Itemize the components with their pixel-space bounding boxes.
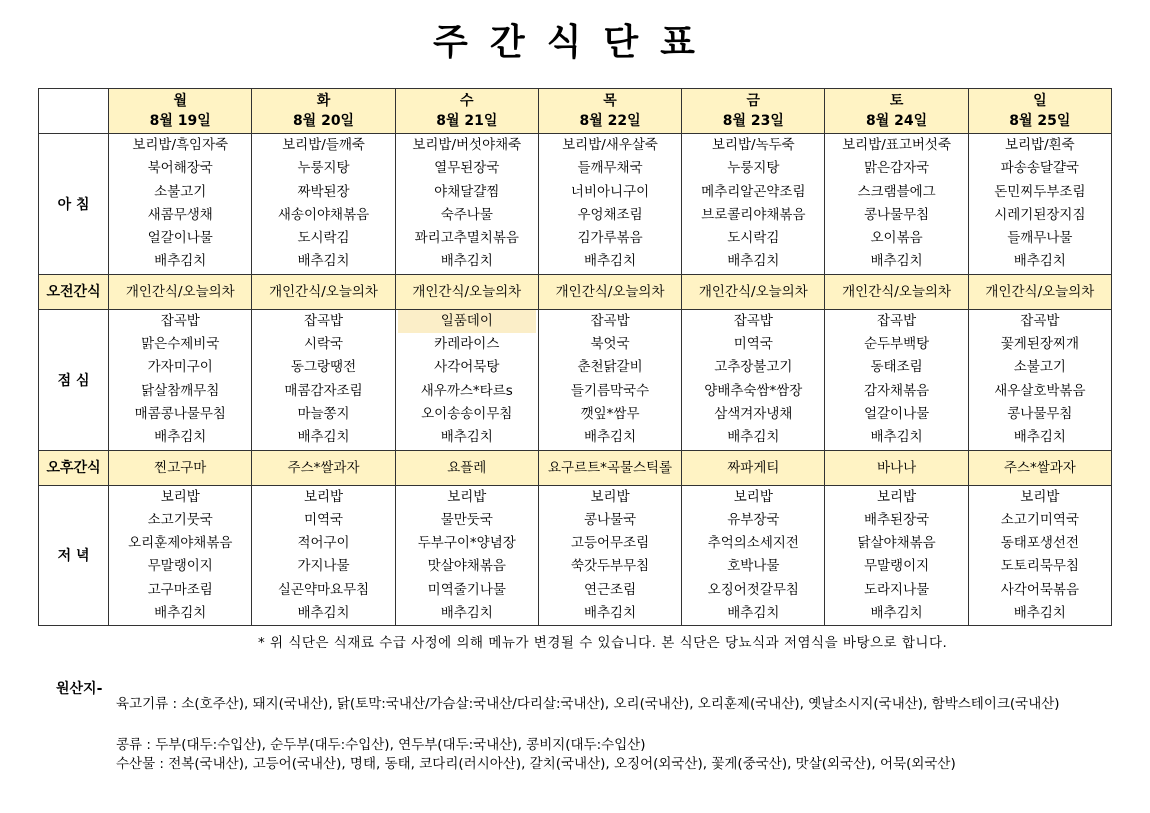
menu-item: 카레라이스: [434, 336, 500, 353]
menu-item: 배추김치: [1013, 253, 1066, 270]
menu-cell: [538, 450, 681, 485]
meal-row-pm-snack: [39, 450, 1112, 485]
menu-item: 사각어묵볶음: [1000, 581, 1079, 598]
day-header-wed: [395, 89, 538, 134]
menu-item: 배추김치: [727, 253, 780, 270]
day-header-sun: [968, 89, 1111, 134]
menu-item: 누룽지탕: [727, 160, 780, 177]
menu-cell: [252, 274, 395, 309]
day-header-fri: [682, 89, 825, 134]
menu-item: 양배추숙쌈*쌈장: [704, 382, 803, 399]
menu-item: 보리밥/새우살죽: [562, 137, 658, 153]
menu-cell: [825, 134, 968, 275]
menu-item: 보리밥/표고버섯죽: [842, 137, 952, 153]
weekly-menu-table: [38, 88, 1112, 626]
menu-item: 메추리알곤약조림: [701, 183, 806, 200]
menu-item: 새우까스*타르s: [420, 382, 513, 399]
origin-seafood: 수산물 : 전복(국내산), 고등어(국내산), 명태, 동태, 코다리(러시아산), 갈치(국내산), 오징어(외국산), 꽃게(중국산), 맛살(외국산), 어묵(외국산): [116, 756, 956, 772]
snack-item: 개인간식/오늘의차: [985, 283, 1095, 300]
menu-item: 숙주나물: [440, 206, 493, 223]
menu-cell: [252, 450, 395, 485]
menu-cell: [538, 309, 681, 450]
meal-row-lunch: [39, 309, 1112, 450]
snack-item: 요플레: [447, 459, 487, 476]
menu-item: 북어해장국: [147, 160, 213, 177]
menu-item: 들깨무채국: [577, 160, 643, 177]
menu-item: 새콤무생채: [147, 206, 213, 223]
menu-item: 잡곡밥: [1020, 312, 1060, 329]
page-title: 주간식단표: [433, 22, 717, 63]
menu-item: 짜박된장: [297, 183, 350, 200]
menu-item: 가자미구이: [147, 359, 213, 376]
menu-item: 콩나물무침: [1007, 405, 1073, 422]
menu-item: 누룽지탕: [297, 160, 350, 177]
menu-cell: [395, 134, 538, 275]
snack-item: 개인간식/오늘의차: [269, 283, 378, 300]
meal-label: 저 녁: [39, 485, 109, 626]
day-date: 8월 24일: [866, 113, 928, 129]
menu-item: 김가루볶음: [577, 230, 643, 247]
menu-item: 새우살호박볶음: [994, 382, 1086, 399]
menu-item: 잡곡밥: [733, 312, 773, 329]
menu-item: 시레기된장지짐: [994, 206, 1086, 223]
snack-item: 개인간식/오늘의차: [555, 283, 665, 300]
menu-cell: [968, 274, 1111, 309]
snack-item: 바나나: [877, 459, 917, 476]
meal-row-dinner: [39, 485, 1112, 626]
menu-item: 삼색겨자냉채: [714, 405, 793, 422]
menu-item: 소불고기: [1013, 359, 1066, 376]
menu-item: 매콤감자조림: [284, 382, 363, 399]
menu-item: 배추김치: [154, 605, 207, 622]
menu-item: 닭살참깨무침: [141, 382, 220, 399]
menu-item: 동태포생선전: [1000, 535, 1079, 552]
menu-item: 무말랭이지: [147, 558, 213, 575]
menu-item: 배추김치: [1013, 605, 1066, 622]
menu-item: 스크램블에그: [857, 183, 936, 200]
menu-item: 우엉채조림: [577, 206, 643, 223]
menu-item: 배추된장국: [863, 511, 930, 528]
menu-cell: [682, 274, 825, 309]
menu-item: 추억의소세지전: [707, 535, 799, 552]
menu-item: 배추김치: [583, 605, 637, 622]
meal-row-breakfast: [39, 134, 1112, 275]
menu-item: 오리훈제야채볶음: [128, 535, 233, 552]
day-date: 8월 25일: [1009, 113, 1071, 129]
menu-item: 배추김치: [297, 429, 350, 446]
menu-item: 배추김치: [440, 253, 493, 270]
menu-item: 고추장불고기: [714, 359, 793, 376]
menu-item: 배추김치: [1013, 429, 1066, 446]
header-corner: [39, 89, 109, 134]
menu-cell: [968, 485, 1111, 626]
menu-item: 일품데이: [398, 310, 536, 333]
menu-change-note: * 위 식단은 식재료 수급 사정에 의해 메뉴가 변경될 수 있습니다. 본 식단은 당뇨식과 저염식을 바탕으로 합니다.: [258, 635, 948, 651]
menu-item: 고등어무조림: [570, 535, 650, 552]
menu-item: 콩나물국: [583, 511, 637, 528]
menu-item: 사각어묵탕: [434, 359, 500, 376]
menu-item: 순두부백탕: [863, 336, 930, 353]
menu-item: 도라지나물: [863, 581, 930, 598]
menu-item: 배추김치: [583, 429, 637, 446]
menu-item: 미역줄기나물: [427, 581, 506, 598]
menu-item: 북엇국: [590, 336, 630, 353]
menu-item: 물만둣국: [440, 511, 493, 528]
menu-cell: [538, 134, 681, 275]
menu-cell: [538, 274, 681, 309]
menu-item: 보리밥: [160, 488, 200, 505]
menu-item: 고구마조림: [147, 581, 213, 598]
menu-item: 배추김치: [154, 253, 207, 270]
day-of-week: 수: [460, 93, 474, 109]
menu-item: 도시락김: [297, 230, 350, 247]
menu-item: 보리밥/버섯야채죽: [412, 137, 522, 153]
day-date: 8월 21일: [436, 113, 498, 129]
menu-item: 들깨무나물: [1007, 230, 1073, 247]
menu-item: 감자채볶음: [863, 382, 930, 399]
meal-label: 점 심: [39, 309, 109, 450]
menu-item: 보리밥: [877, 488, 917, 505]
menu-item: 미역국: [733, 336, 773, 353]
menu-item: 새송이야채볶음: [277, 206, 370, 223]
menu-item: 보리밥/흰죽: [1004, 137, 1075, 153]
menu-item: 쑥갓두부무침: [570, 558, 650, 575]
menu-cell: [825, 450, 968, 485]
menu-cell: [252, 134, 395, 275]
menu-item: 유부장국: [727, 511, 780, 528]
menu-cell: [109, 274, 252, 309]
menu-item: 잡곡밥: [303, 312, 344, 329]
menu-cell: [825, 309, 968, 450]
day-date: 8월 20일: [292, 113, 355, 129]
menu-item: 동그랑땡전: [290, 359, 357, 376]
menu-item: 무말랭이지: [863, 558, 930, 575]
menu-item: 도토리묵무침: [1000, 558, 1079, 575]
menu-item: 오이볶음: [870, 230, 923, 247]
day-of-week: 목: [603, 93, 617, 109]
menu-item: 브로콜리야채볶음: [701, 206, 806, 223]
menu-item: 보리밥: [590, 488, 630, 505]
menu-item: 맑은감자국: [863, 160, 930, 177]
day-header-thu: [538, 89, 681, 134]
menu-item: 보리밥: [733, 488, 773, 505]
menu-item: 배추김치: [154, 429, 207, 446]
menu-item: 잡곡밥: [590, 312, 630, 329]
menu-item: 돈민찌두부조림: [994, 183, 1086, 200]
menu-item: 배추김치: [727, 429, 780, 446]
menu-item: 오이송송이무침: [421, 405, 513, 422]
day-of-week: 화: [316, 93, 331, 109]
menu-item: 적어구이: [297, 535, 350, 552]
menu-item: 맑은수제비국: [141, 336, 220, 353]
menu-cell: [395, 274, 538, 309]
menu-item: 오징어젓갈무침: [707, 581, 799, 598]
menu-cell: [109, 134, 252, 275]
menu-item: 깻잎*쌈무: [580, 405, 640, 422]
menu-item: 야채달걀찜: [434, 183, 500, 200]
meal-label: 오후간식: [39, 450, 109, 485]
menu-item: 배추김치: [870, 253, 923, 270]
day-date: 8월 19일: [149, 113, 211, 129]
snack-item: 개인간식/오늘의차: [842, 283, 952, 300]
snack-item: 주스*쌀과자: [287, 459, 360, 476]
menu-item: 춘천닭갈비: [577, 359, 643, 376]
menu-item: 배추김치: [583, 253, 637, 270]
menu-item: 닭살야채볶음: [857, 535, 936, 552]
day-date: 8월 23일: [722, 113, 784, 129]
snack-item: 개인간식/오늘의차: [698, 283, 808, 300]
day-of-week: 월: [173, 93, 188, 109]
day-header-tue: [252, 89, 395, 134]
menu-cell: [109, 450, 252, 485]
meal-label: 아 침: [39, 134, 109, 275]
menu-item: 매콤콩나물무침: [134, 405, 226, 422]
menu-cell: [968, 134, 1111, 275]
header-row: [39, 89, 1112, 134]
menu-item: 보리밥/녹두죽: [711, 137, 795, 153]
menu-item: 동태조림: [870, 359, 923, 376]
menu-cell: [252, 485, 395, 626]
day-of-week: 토: [889, 93, 904, 109]
menu-item: 열무된장국: [434, 160, 500, 177]
menu-cell: [395, 309, 538, 450]
menu-cell: [682, 450, 825, 485]
menu-cell: [968, 309, 1111, 450]
menu-item: 들기름막국수: [570, 382, 650, 399]
menu-item: 잡곡밥: [877, 312, 917, 329]
day-of-week: 금: [746, 93, 761, 109]
menu-item: 얼갈이나물: [147, 230, 213, 247]
menu-cell: [682, 134, 825, 275]
menu-item: 보리밥/흑임자죽: [132, 137, 229, 153]
menu-item: 보리밥/들깨죽: [282, 137, 365, 153]
menu-cell: [968, 450, 1111, 485]
menu-item: 배추김치: [297, 253, 350, 270]
meal-row-am-snack: [39, 274, 1112, 309]
menu-item: 배추김치: [870, 605, 923, 622]
menu-cell: [682, 309, 825, 450]
menu-item: 소고기미역국: [1000, 511, 1079, 528]
menu-item: 호박나물: [727, 558, 780, 575]
day-header-mon: [109, 89, 252, 134]
menu-item: 소고기뭇국: [147, 511, 213, 528]
menu-item: 미역국: [303, 511, 344, 528]
menu-item: 배추김치: [297, 605, 350, 622]
snack-item: 개인간식/오늘의차: [412, 283, 522, 300]
snack-item: 요구르트*곡물스틱롤: [547, 459, 673, 476]
menu-item: 가지나물: [297, 558, 350, 575]
menu-item: 꽈리고추멸치볶음: [414, 230, 519, 247]
menu-item: 배추김치: [440, 605, 493, 622]
menu-cell: [109, 309, 252, 450]
menu-item: 마늘쫑지: [297, 405, 350, 422]
menu-cell: [395, 485, 538, 626]
menu-cell: [825, 274, 968, 309]
menu-cell: [538, 485, 681, 626]
menu-item: 연근조림: [583, 581, 637, 598]
origin-bean: 콩류 : 두부(대두:수입산), 순두부(대두:수입산), 연두부(대두:국내산), 콩비지(대두:수입산): [116, 737, 646, 753]
menu-item: 소불고기: [154, 183, 207, 200]
menu-item: 꽃게된장찌개: [1000, 336, 1079, 353]
menu-cell: [395, 450, 538, 485]
menu-item: 배추김치: [440, 429, 493, 446]
menu-cell: [252, 309, 395, 450]
menu-item: 잡곡밥: [160, 312, 200, 329]
menu-item: 배추김치: [870, 429, 923, 446]
menu-cell: [682, 485, 825, 626]
menu-item: 보리밥: [303, 488, 344, 505]
menu-cell: [109, 485, 252, 626]
menu-item: 파송송달걀국: [1000, 160, 1079, 177]
menu-item: 얼갈이나물: [863, 405, 930, 422]
menu-item: 너비아니구이: [570, 183, 650, 200]
menu-cell: [825, 485, 968, 626]
meal-label: 오전간식: [39, 274, 109, 309]
day-date: 8월 22일: [579, 113, 641, 129]
origin-title: 원산지-: [56, 681, 103, 697]
snack-item: 개인간식/오늘의차: [125, 283, 235, 300]
day-header-sat: [825, 89, 968, 134]
menu-item: 콩나물무침: [863, 206, 930, 223]
menu-item: 도시락김: [727, 230, 780, 247]
menu-item: 보리밥: [447, 488, 487, 505]
menu-item: 맛살야채볶음: [427, 558, 506, 575]
menu-item: 배추김치: [727, 605, 780, 622]
menu-item: 보리밥: [1020, 488, 1060, 505]
origin-meat: 육고기류 : 소(호주산), 돼지(국내산), 닭(토막:국내산/가슴살:국내산/다리살:국내산), 오리(국내산), 오리훈제(국내산), 옛날소시지(국내산), 함박스테이크(국내산): [116, 696, 1060, 712]
snack-item: 찐고구마: [154, 459, 207, 476]
menu-item: 실곤약마요무침: [277, 581, 370, 598]
menu-item: 두부구이*양념장: [417, 535, 516, 552]
snack-item: 짜파게티: [727, 459, 780, 476]
menu-item: 시락국: [303, 336, 344, 353]
day-of-week: 일: [1033, 93, 1047, 109]
snack-item: 주스*쌀과자: [1003, 459, 1076, 476]
